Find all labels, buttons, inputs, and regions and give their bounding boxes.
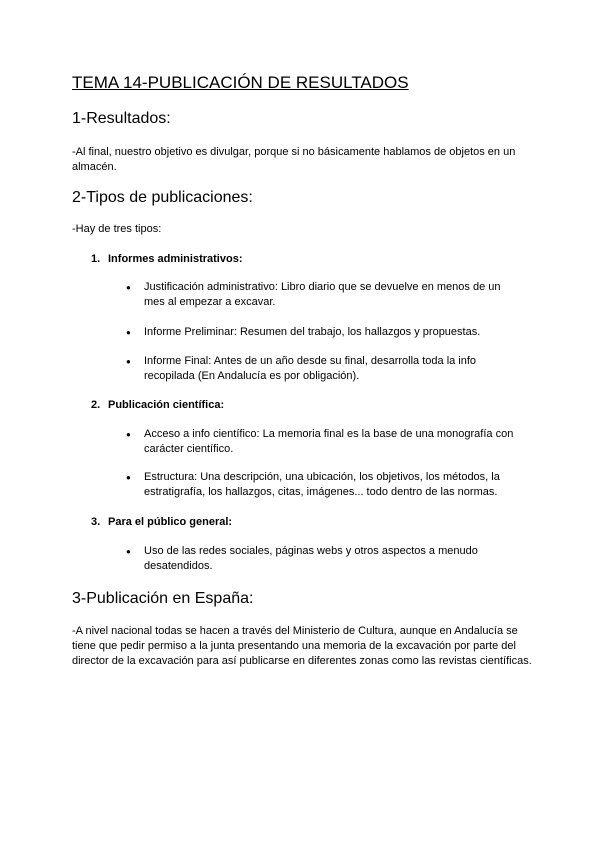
paragraph-tipos-intro: -Hay de tres tipos: <box>72 223 162 235</box>
section-heading-tipos: 2-Tipos de publicaciones: <box>72 189 253 206</box>
list-label: Publicación científica: <box>108 399 225 411</box>
bullet-item: ● Justificación administrativo: Libro diario que se devuelve en menos de un mes al empezar a excavar. <box>144 280 514 310</box>
paragraph-espana: -A nivel nacional todas se hacen a través del Ministerio de Cultura, aunque en Andalucía se tiene que pedir permiso a la junta presentando una memoria de la excavación por parte del director de la excavación para así publicarse en diferentes zonas como las revistas científicas. <box>72 625 532 667</box>
list-item-informes <box>91 252 242 267</box>
section-heading-espana: 3-Publicación en España: <box>72 590 254 607</box>
section-heading-resultados: 1-Resultados: <box>72 110 171 127</box>
bullet-item: ● Estructura: Una descripción, una ubicación, los objetivos, los métodos, la estratigrafía, los hallazgos, citas, imágenes... todo dentro de las normas. <box>144 470 514 500</box>
list-item-publico-general <box>91 515 232 530</box>
list-number: 2. <box>91 399 101 411</box>
document-title: TEMA 14-PUBLICACIÓN DE RESULTADOS <box>72 73 409 92</box>
list-number: 1. <box>91 253 101 265</box>
bullet-item: ● Informe Final: Antes de un año desde su final, desarrolla toda la info recopilada (En Andalucía es por obligación). <box>144 354 514 384</box>
list-item-publicacion-cientifica <box>91 398 224 413</box>
paragraph-resultados: -Al final, nuestro objetivo es divulgar, porque si no básicamente hablamos de objetos en un almacén. <box>72 146 516 173</box>
list-label: Informes administrativos: <box>108 253 243 265</box>
list-label: Para el público general: <box>108 516 233 528</box>
bullet-item: ● Acceso a info científico: La memoria final es la base de una monografía con carácter científico. <box>144 427 514 457</box>
list-number: 3. <box>91 516 101 528</box>
bullet-item: ● Uso de las redes sociales, páginas webs y otros aspectos a menudo desatendidos. <box>144 544 514 574</box>
bullet-item: ● Informe Preliminar: Resumen del trabajo, los hallazgos y propuestas. <box>144 325 514 340</box>
